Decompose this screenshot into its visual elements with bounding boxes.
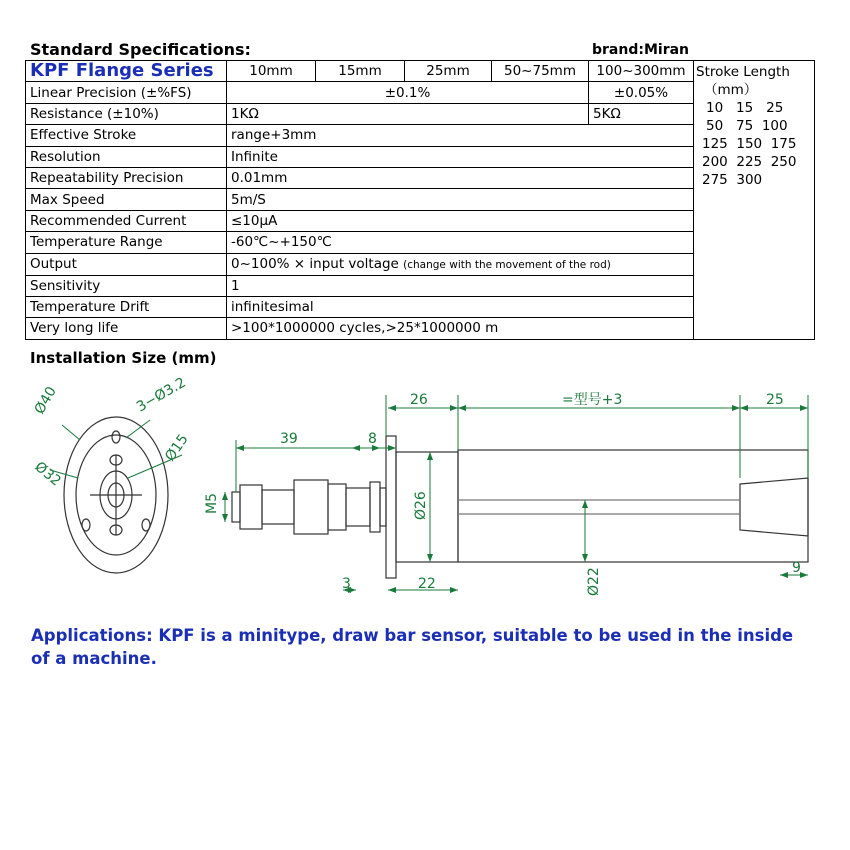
stroke-values: 50 75 100 — [706, 118, 788, 134]
output-value: 0~100% × input voltage — [231, 255, 399, 272]
col-header: 10mm — [227, 61, 316, 82]
row-label: Output — [26, 253, 227, 275]
row-label: Resistance (±10%) — [26, 103, 227, 124]
row-label: Repeatability Precision — [26, 167, 227, 188]
row-value: 5KΩ — [589, 103, 694, 124]
installation-title: Installation Size (mm) — [30, 349, 217, 367]
stroke-values: 125 150 175 — [702, 136, 797, 152]
row-value: 1KΩ — [227, 103, 589, 124]
end-view — [64, 417, 168, 573]
dim-9: 9 — [792, 560, 801, 576]
dim-d32: Ø32 — [31, 458, 64, 490]
row-value: infinitesimal — [227, 296, 694, 317]
spec-table — [25, 60, 815, 340]
col-header: 15mm — [316, 61, 405, 82]
table-header-row — [26, 61, 815, 82]
dim-d26: Ø26 — [413, 491, 429, 520]
row-label: Max Speed — [26, 189, 227, 210]
col-header: 25mm — [405, 61, 492, 82]
row-label: Temperature Drift — [26, 296, 227, 317]
row-value: -60℃~+150℃ — [227, 232, 694, 253]
row-value: range+3mm — [227, 125, 694, 146]
row-label: Linear Precision (±%FS) — [26, 82, 227, 103]
applications-text: Applications: KPF is a minitype, draw bar sensor, suitable to be used in the inside of a machine. — [31, 626, 794, 668]
row-label: Very long life — [26, 318, 227, 339]
row-label: Resolution — [26, 146, 227, 167]
side-view — [232, 436, 808, 578]
row-value — [227, 253, 694, 275]
row-value: 0.01mm — [227, 167, 694, 188]
row-value: Infinite — [227, 146, 694, 167]
dim-d40: Ø40 — [31, 384, 60, 417]
dim-8: 8 — [368, 431, 377, 447]
stroke-length-cell — [694, 61, 815, 340]
row-value: >100*1000000 cycles,>25*1000000 m — [227, 318, 694, 339]
row-value: 1 — [227, 275, 694, 296]
installation-drawing — [0, 370, 850, 610]
stroke-length-title: Stroke Length — [696, 64, 790, 80]
dim-d22: Ø22 — [586, 567, 602, 596]
col-header: 50~75mm — [492, 61, 589, 82]
dim-3: 3 — [342, 576, 351, 592]
row-label: Recommended Current — [26, 210, 227, 231]
brand-label: brand:Miran — [592, 42, 690, 58]
row-label: Sensitivity — [26, 275, 227, 296]
dim-m5: M5 — [204, 493, 220, 514]
row-label: Temperature Range — [26, 232, 227, 253]
dim-22: 22 — [418, 576, 436, 592]
dim-holes: 3−Ø3.2 — [134, 374, 189, 416]
output-note: (change with the movement of the rod) — [403, 258, 611, 271]
stroke-values: 10 15 25 — [706, 100, 784, 116]
stroke-values: 200 225 250 — [702, 154, 797, 170]
row-value: 5m/S — [227, 189, 694, 210]
col-header: 100~300mm — [589, 61, 694, 82]
stroke-values: 275 300 — [702, 172, 763, 188]
dim-25: 25 — [766, 392, 784, 408]
row-value: ±0.1% — [227, 82, 589, 103]
spec-title: Standard Specifications: — [30, 40, 251, 59]
series-name: KPF Flange Series — [26, 61, 227, 82]
dim-26-top: 26 — [410, 392, 428, 408]
stroke-length-unit: （mm） — [704, 82, 758, 98]
row-value: ≤10μA — [227, 210, 694, 231]
dim-39: 39 — [280, 431, 298, 447]
row-value: ±0.05% — [589, 82, 694, 103]
dim-d15: Ø15 — [162, 431, 192, 465]
dim-model: =型号+3 — [562, 392, 623, 408]
row-label: Effective Stroke — [26, 125, 227, 146]
